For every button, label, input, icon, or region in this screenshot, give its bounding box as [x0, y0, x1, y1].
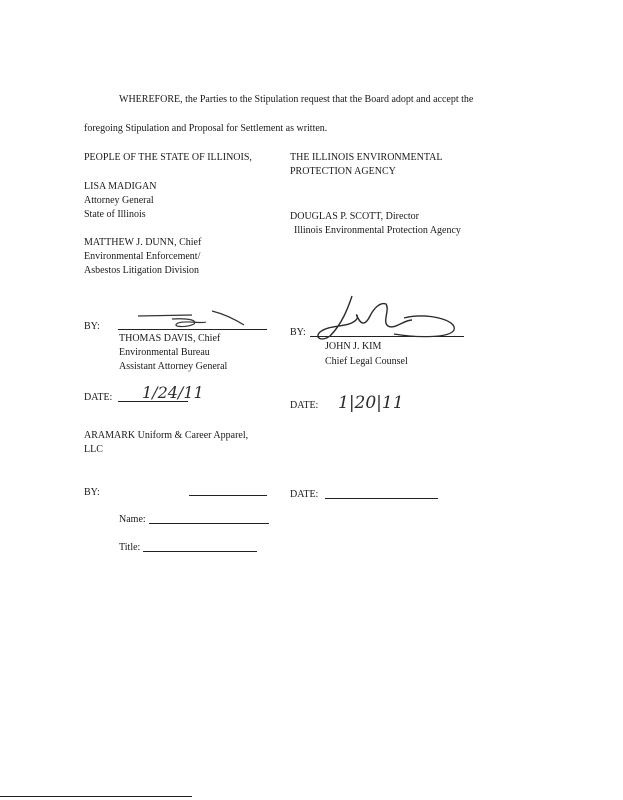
left-date-value: 1/24/11 — [142, 383, 204, 402]
right-date-label: DATE: — [290, 400, 319, 411]
right-by-label: BY: — [290, 327, 306, 338]
company-title-label: Title: — [119, 542, 141, 553]
left-by-label: BY: — [84, 321, 100, 332]
right-signer-name: JOHN J. KIM — [325, 341, 382, 352]
company-date-label: DATE: — [290, 489, 319, 500]
company-name-line-1: ARAMARK Uniform & Career Apparel, — [84, 430, 249, 441]
left-signer-title: Assistant Attorney General — [119, 361, 228, 372]
chief-division-1: Environmental Enforcement/ — [84, 251, 201, 262]
left-date-label: DATE: — [84, 392, 113, 403]
company-by-label: BY: — [84, 487, 100, 498]
company-signature-line — [189, 495, 267, 496]
ag-name: LISA MADIGAN — [84, 181, 157, 192]
right-party-line-2: PROTECTION AGENCY — [290, 166, 396, 177]
footnote-rule — [0, 796, 192, 797]
right-signature — [308, 290, 458, 345]
company-date-line — [325, 498, 438, 499]
right-party-line-1: THE ILLINOIS ENVIRONMENTAL — [290, 152, 443, 163]
left-signer-bureau: Environmental Bureau — [119, 347, 210, 358]
intro-line-1: WHEREFORE, the Parties to the Stipulation request that the Board adopt and accept the — [119, 94, 474, 105]
intro-line-2: foregoing Stipulation and Proposal for Settlement as written. — [84, 123, 328, 134]
chief-division-2: Asbestos Litigation Division — [84, 265, 199, 276]
ag-state: State of Illinois — [84, 209, 146, 220]
company-name-line — [149, 523, 269, 524]
chief-name: MATTHEW J. DUNN, Chief — [84, 237, 202, 248]
right-date-value: 1|20|11 — [338, 393, 404, 413]
left-party: PEOPLE OF THE STATE OF ILLINOIS, — [84, 152, 252, 163]
director-name: DOUGLAS P. SCOTT, Director — [290, 211, 419, 222]
company-title-line — [143, 551, 257, 552]
company-name-line-2: LLC — [84, 444, 103, 455]
company-name-label: Name: — [119, 514, 146, 525]
ag-title: Attorney General — [84, 195, 154, 206]
director-agency: Illinois Environmental Protection Agency — [294, 225, 461, 236]
left-signer-name: THOMAS DAVIS, Chief — [119, 333, 221, 344]
right-signer-title: Chief Legal Counsel — [325, 356, 408, 367]
